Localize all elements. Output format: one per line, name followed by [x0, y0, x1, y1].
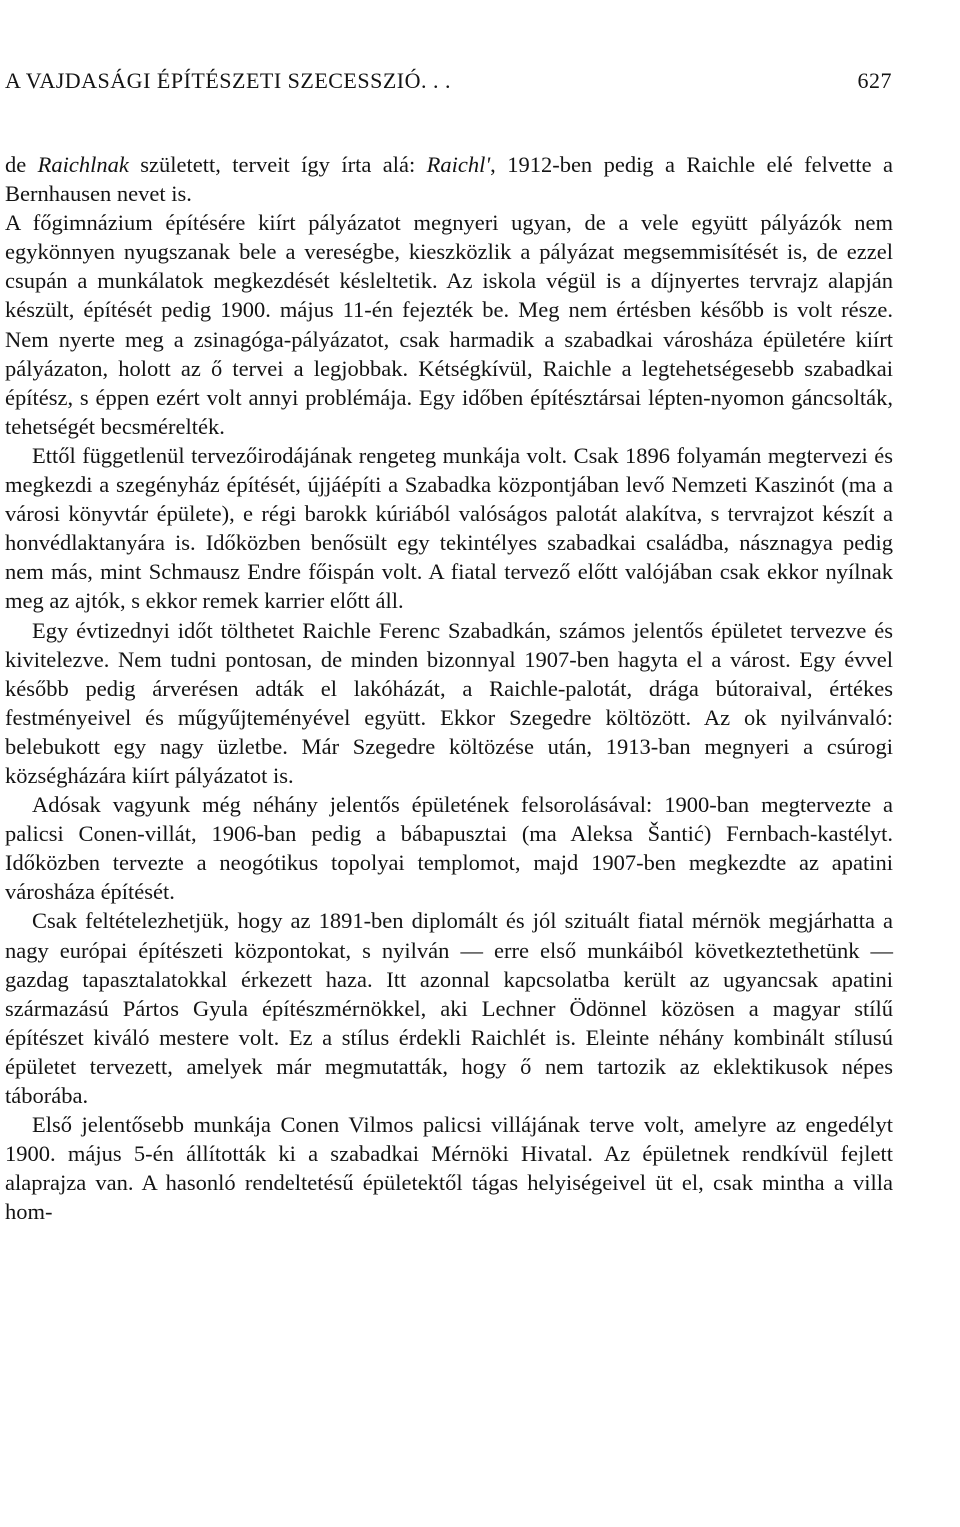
paragraph-5: Adósak vagyunk még néhány jelentős épületének felsorolásával: 1900-ban megtervezte a palicsi Conen-villát, 1906-ban pedig a bábapusztai (ma Aleksa Šantić) Fernbach-kastélyt. Időközben tervezte a neogótikus topolyai templomot, majd 1907-ben megkezdte az apatini városháza építését.	[5, 792, 893, 905]
paragraph-1-text-middle: született, terveit így írta alá:	[128, 152, 427, 177]
paragraph-1-text-start: de	[5, 152, 38, 177]
paragraph-3: Ettől függetlenül tervezőirodájának rengeteg munkája volt. Csak 1896 folyamán megtervezi és megkezdi a szegényház építését, újjáépíti a Szabadka központjában levő Nemzeti Kaszinót (ma a városi könyvtár épülete), e régi barokk kúriából valóságos palotát alakítva, s tervrajzot készít a honvédlaktanyára is. Időközben benősült egy tekintélyes szabadkai családba, násznagya pedig nem más, mint Schmausz Endre főispán volt. A fiatal tervező előtt valójában csak ekkor nyílnak meg az ajtók, s ekkor remek karrier előtt áll.	[5, 442, 893, 614]
body-text	[5, 150, 893, 1226]
paragraph-6: Csak feltételezhetjük, hogy az 1891-ben diplomált és jól szituált fiatal mérnök megjárhatta a nagy európai építészeti központokat, s nyilván — erre első munkáiból következtethetünk — gazdag tapasztalatokkal érkezett haza. Itt azonnal kapcsolatba került az ugyancsak apatini származású Pártos Gyula építészmérnökkel, aki Lechner Ödönnel közösen a magyar stílű építészet kiváló mestere volt. Ez a stílus érdekli Raichlét is. Eleinte néhány kombinált stílusú épületet tervezett, amelyek már megmutatták, hogy ő nem tartozik az eklektikusok népes táborába.	[5, 908, 893, 1108]
paragraph-7: Első jelentősebb munkája Conen Vilmos palicsi villájának terve volt, amelyre az engedélyt 1900. május 5-én állították ki a szabadkai Mérnöki Hivatal. Az épületnek rendkívül fejlett alaprajza van. A hasonló rendeltetésű épületektől tágas helyiségeivel üt el, csak mintha a villa hom-	[5, 1112, 893, 1225]
paragraph-1	[5, 150, 893, 208]
running-title: A VAJDASÁGI ÉPÍTÉSZETI SZECESSZIÓ. . .	[5, 68, 451, 93]
italic-name-raichlnak: Raichlnak	[37, 152, 129, 177]
running-header	[5, 68, 892, 102]
paragraph-4: Egy évtizednyi időt tölthetet Raichle Ferenc Szabadkán, számos jelentős épületet tervezve és kivitelezve. Nem tudni pontosan, de minden bizonnyal 1907-ben hagyta el a várost. Egy évvel később pedig árverésen adták el lakóházát, a Raichle-palotát, drága bútoraival, értékes festményeivel és műgyűjteményével együtt. Ekkor Szegedre költözött. Az ok nyilvánvaló: belebukott egy nagy üzletbe. Már Szegedre költözése után, 1913-ban megnyeri a csúrogi községházára kiírt pályázatot is.	[5, 617, 893, 788]
page-number: 627	[857, 68, 892, 93]
paragraph-2: A főgimnázium építésére kiírt pályázatot megnyeri ugyan, de a vele együtt pályázók nem egykönnyen nyugszanak bele a vereségbe, kieszközlik a pályázat megsemmisítését is, de ezzel csupán a munkálatok megkezdését késleltetik. Az iskola végül is a díjnyertes tervrajz alapján készült, építését pedig 1900. május 11-én fejezték be. Meg nem értésben később is volt része. Nem nyerte meg a zsinagóga-pályázatot, csak harmadik a szabadkai városháza épületére kiírt pályázaton, holott az ő tervei a legjobbak. Kétségkívül, Raichle a legtehetségesebb szabadkai építész, s éppen ezért volt annyi problémája. Egy időben építésztársai lépten-nyomon gáncsolták, tehetségét becsmérelték.	[5, 210, 893, 439]
paragraph-1-text-end: , 1912-ben pedig a Raichle elé felvette a Bernhausen nevet is.	[5, 152, 893, 207]
italic-name-raichl: Raichl'	[426, 152, 491, 177]
